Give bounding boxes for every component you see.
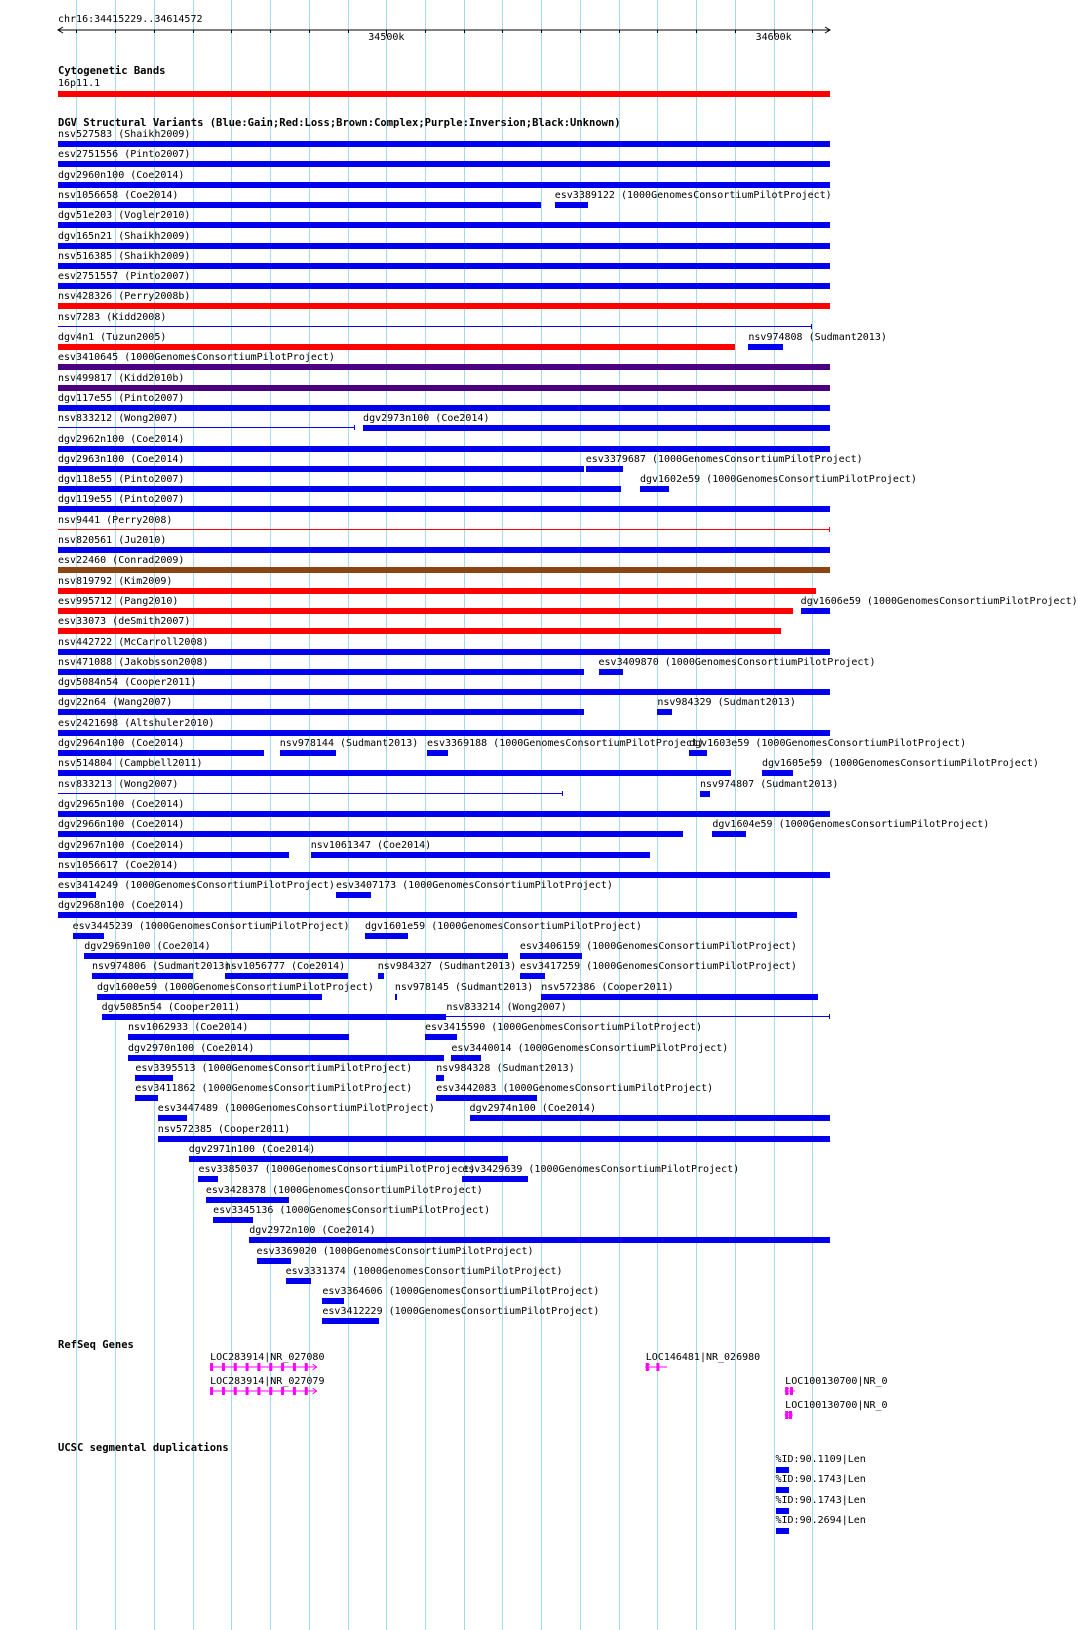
variant-label[interactable]: nsv984329 (Sudmant2013): [657, 697, 796, 709]
variant-bar[interactable]: [58, 892, 96, 898]
segdup-bar[interactable]: [776, 1528, 790, 1534]
variant-bar-end: [354, 425, 355, 430]
gene-exon: [257, 1387, 260, 1395]
variant-bar[interactable]: [520, 973, 545, 979]
gene-exon: [222, 1363, 225, 1371]
gene-exon: [210, 1363, 213, 1371]
variant-label[interactable]: esv3429639 (1000GenomesConsortiumPilotProject): [462, 1164, 740, 1176]
variant-bar[interactable]: [257, 1258, 292, 1264]
variant-label[interactable]: dgv118e55 (Pinto2007): [58, 474, 185, 486]
variant-label[interactable]: dgv2965n100 (Coe2014): [58, 798, 185, 810]
variant-bar[interactable]: [427, 750, 448, 756]
gene-exon: [222, 1387, 225, 1395]
variant-bar[interactable]: [58, 529, 830, 530]
variant-bar[interactable]: [58, 405, 830, 411]
segdup-bar[interactable]: [776, 1467, 790, 1473]
variant-label[interactable]: nsv974806 (Sudmant2013): [91, 961, 231, 973]
variant-bar[interactable]: [555, 202, 588, 208]
variant-label[interactable]: esv3369020 (1000GenomesConsortiumPilotProject): [256, 1245, 534, 1257]
ruler-tick-label: 34600k: [755, 32, 792, 43]
variant-bar[interactable]: [322, 1298, 343, 1304]
variant-label[interactable]: esv3414249 (1000GenomesConsortiumPilotProject): [58, 880, 335, 892]
variant-label[interactable]: esv3369188 (1000GenomesConsortiumPilotProject): [426, 738, 704, 749]
gene-model[interactable]: [785, 1387, 795, 1395]
variant-label[interactable]: nsv1056777 (Coe2014): [224, 961, 346, 973]
variant-label[interactable]: dgv1605e59 (1000GenomesConsortiumPilotProject): [761, 758, 1039, 770]
gene-label[interactable]: LOC100130700|NR_0: [785, 1376, 888, 1387]
variant-label[interactable]: dgv5085n54 (Cooper2011): [101, 1001, 241, 1013]
gene-label[interactable]: LOC283914|NR_027079: [210, 1376, 325, 1387]
variant-label[interactable]: nsv974808 (Sudmant2013): [748, 332, 887, 343]
variant-label[interactable]: esv2421698 (Altshuler2010): [58, 717, 215, 729]
variant-label[interactable]: dgv1603e59 (1000GenomesConsortiumPilotProject): [689, 738, 967, 749]
variant-bar[interactable]: [520, 953, 582, 959]
segdup-label[interactable]: %ID:90.2694|Len: [775, 1514, 866, 1526]
variant-bar[interactable]: [249, 1237, 830, 1243]
variant-bar[interactable]: [712, 831, 746, 837]
variant-label[interactable]: dgv2960n100 (Coe2014): [58, 169, 185, 181]
gene-exon: [246, 1363, 249, 1371]
gene-exon: [789, 1411, 792, 1419]
gene-exon: [269, 1387, 272, 1395]
variant-bar[interactable]: [58, 385, 830, 391]
variant-label[interactable]: dgv4n1 (Tuzun2005): [58, 332, 167, 343]
variant-label[interactable]: dgv2970n100 (Coe2014): [127, 1042, 255, 1054]
variant-label[interactable]: esv3385037 (1000GenomesConsortiumPilotProject): [198, 1164, 476, 1176]
variant-label[interactable]: esv2751556 (Pinto2007): [58, 149, 191, 161]
variant-bar[interactable]: [58, 649, 830, 655]
variant-bar[interactable]: [58, 750, 264, 756]
variant-bar[interactable]: [462, 1176, 527, 1182]
gene-exon: [257, 1363, 260, 1371]
variant-label[interactable]: dgv1606e59 (1000GenomesConsortiumPilotProject): [800, 595, 1078, 607]
variant-bar[interactable]: [58, 547, 830, 553]
segdup-bar[interactable]: [776, 1508, 790, 1514]
variant-label[interactable]: dgv1601e59 (1000GenomesConsortiumPilotProject): [364, 920, 642, 932]
variant-bar[interactable]: [58, 141, 830, 147]
variant-bar[interactable]: [336, 892, 371, 898]
variant-label[interactable]: nsv974807 (Sudmant2013): [699, 778, 839, 790]
variant-label[interactable]: nsv1062933 (Coe2014): [127, 1022, 249, 1034]
variant-label[interactable]: nsv499817 (Kidd2010b): [58, 372, 185, 384]
variant-bar[interactable]: [58, 161, 830, 167]
gene-exon: [305, 1387, 308, 1395]
variant-bar[interactable]: [58, 283, 830, 289]
variant-bar[interactable]: [395, 994, 397, 1000]
variant-label[interactable]: dgv117e55 (Pinto2007): [58, 392, 185, 404]
gene-exon: [790, 1387, 793, 1395]
variant-bar[interactable]: [58, 486, 621, 492]
variant-bar[interactable]: [640, 486, 669, 492]
variant-bar[interactable]: [599, 669, 623, 675]
variant-bar[interactable]: [58, 872, 830, 878]
variant-bar[interactable]: [58, 689, 830, 695]
variant-bar[interactable]: [58, 912, 797, 918]
variant-bar[interactable]: [158, 1115, 187, 1121]
variant-label[interactable]: esv3389122 (1000GenomesConsortiumPilotProject): [554, 189, 832, 201]
variant-bar[interactable]: [58, 608, 793, 614]
variant-label[interactable]: dgv22n64 (Wang2007): [58, 697, 173, 709]
variant-bar[interactable]: [213, 1217, 253, 1223]
variant-bar[interactable]: [102, 1014, 447, 1020]
gene-label[interactable]: LOC100130700|NR_0: [785, 1400, 888, 1411]
variant-bar[interactable]: [58, 506, 830, 512]
variant-label[interactable]: dgv1600e59 (1000GenomesConsortiumPilotProject): [97, 981, 374, 993]
variant-label[interactable]: nsv978144 (Sudmant2013): [279, 738, 419, 749]
variant-bar[interactable]: [58, 811, 830, 817]
variant-label[interactable]: nsv527583 (Shaikh2009): [58, 129, 191, 140]
variant-label[interactable]: dgv1604e59 (1000GenomesConsortiumPilotProject): [712, 819, 990, 831]
variant-label[interactable]: nsv1056658 (Coe2014): [58, 189, 179, 201]
variant-label[interactable]: esv3412229 (1000GenomesConsortiumPilotProject): [322, 1306, 600, 1318]
variant-label[interactable]: esv33073 (deSmith2007): [58, 616, 191, 628]
track-title-refseq: RefSeq Genes: [58, 1339, 134, 1351]
variant-bar[interactable]: [451, 1055, 481, 1061]
variant-label[interactable]: nsv833213 (Wong2007): [58, 778, 179, 790]
variant-bar[interactable]: [58, 243, 830, 249]
variant-bar[interactable]: [58, 852, 289, 858]
variant-label[interactable]: nsv819792 (Kim2009): [58, 575, 173, 587]
variant-bar[interactable]: [436, 1075, 444, 1081]
variant-label[interactable]: dgv2966n100 (Coe2014): [58, 819, 185, 831]
variant-label[interactable]: nsv1056617 (Coe2014): [58, 859, 179, 871]
variant-label[interactable]: nsv820561 (Ju2010): [58, 535, 167, 546]
gene-exon: [246, 1387, 249, 1395]
variant-bar-end: [829, 1014, 830, 1019]
variant-label[interactable]: dgv2962n100 (Coe2014): [58, 433, 185, 445]
variant-bar[interactable]: [58, 588, 816, 594]
variant-label[interactable]: dgv2969n100 (Coe2014): [84, 941, 211, 952]
variant-label[interactable]: nsv516385 (Shaikh2009): [58, 250, 191, 262]
variant-bar[interactable]: [58, 263, 830, 269]
variant-bar[interactable]: [225, 973, 348, 979]
refseq-glyphs: [0, 1340, 890, 1440]
ruler-tick-label: 34500k: [368, 32, 405, 43]
variant-label[interactable]: nsv428326 (Perry2008b): [58, 291, 191, 303]
variant-label[interactable]: dgv2963n100 (Coe2014): [58, 453, 185, 465]
gene-exon: [293, 1363, 296, 1371]
variant-bar[interactable]: [73, 933, 104, 939]
variant-label[interactable]: esv995712 (Pang2010): [58, 595, 179, 607]
variant-bar[interactable]: [58, 709, 584, 715]
variant-label[interactable]: dgv2964n100 (Coe2014): [58, 738, 185, 749]
variant-label[interactable]: esv3445239 (1000GenomesConsortiumPilotProject): [72, 920, 350, 932]
variant-label[interactable]: esv3415590 (1000GenomesConsortiumPilotProject): [425, 1022, 702, 1034]
variant-label[interactable]: esv3440014 (1000GenomesConsortiumPilotProject): [451, 1042, 729, 1054]
variant-bar[interactable]: [58, 303, 830, 309]
gene-model[interactable]: [210, 1363, 316, 1371]
variant-bar[interactable]: [158, 1136, 830, 1142]
segdup-label[interactable]: %ID:90.1743|Len: [775, 1494, 866, 1506]
variant-label[interactable]: dgv165n21 (Shaikh2009): [58, 230, 191, 242]
band-name: 16p11.1: [58, 78, 101, 89]
track-title-segdups: UCSC segmental duplications: [58, 1442, 229, 1454]
variant-bar[interactable]: [363, 425, 830, 431]
segdup-label[interactable]: %ID:90.1743|Len: [775, 1474, 866, 1486]
variant-label[interactable]: dgv5084n54 (Cooper2011): [58, 677, 197, 689]
variant-label[interactable]: nsv9441 (Perry2008): [58, 514, 173, 526]
variant-label[interactable]: nsv572386 (Cooper2011): [541, 981, 674, 993]
variant-label[interactable]: nsv1061347 (Coe2014): [310, 839, 432, 851]
variant-bar[interactable]: [446, 1016, 830, 1017]
variant-label[interactable]: esv3406159 (1000GenomesConsortiumPilotProject): [519, 941, 797, 952]
variant-label[interactable]: dgv119e55 (Pinto2007): [58, 494, 185, 506]
variant-bar[interactable]: [586, 466, 623, 472]
gene-exon: [234, 1363, 237, 1371]
variant-bar[interactable]: [58, 326, 812, 327]
variant-label[interactable]: esv3417259 (1000GenomesConsortiumPilotProject): [519, 961, 797, 973]
variant-label[interactable]: nsv833212 (Wong2007): [58, 413, 179, 425]
gene-model[interactable]: [646, 1363, 667, 1371]
variant-bar[interactable]: [58, 202, 541, 208]
gene-exon: [269, 1363, 272, 1371]
variant-bar[interactable]: [58, 567, 830, 573]
variant-label[interactable]: esv3364606 (1000GenomesConsortiumPilotProject): [322, 1286, 600, 1298]
variant-bar[interactable]: [97, 994, 322, 1000]
gene-exon: [293, 1387, 296, 1395]
gene-model[interactable]: [210, 1387, 316, 1395]
variant-label[interactable]: esv2751557 (Pinto2007): [58, 271, 191, 283]
variant-label[interactable]: nsv984328 (Sudmant2013): [436, 1062, 575, 1074]
variant-bar[interactable]: [58, 344, 735, 350]
track-title-cytobands: Cytogenetic Bands: [58, 65, 166, 77]
variant-label[interactable]: esv3379687 (1000GenomesConsortiumPilotProject): [585, 453, 863, 465]
variant-bar[interactable]: [58, 831, 683, 837]
variant-bar[interactable]: [58, 446, 830, 452]
variant-label[interactable]: dgv2967n100 (Coe2014): [58, 839, 185, 851]
variant-bar[interactable]: [58, 793, 563, 794]
variant-bar[interactable]: [436, 1095, 537, 1101]
variant-bar[interactable]: [58, 669, 584, 675]
variant-bar[interactable]: [470, 1115, 830, 1121]
variant-bar[interactable]: [58, 427, 355, 428]
variant-bar[interactable]: [58, 466, 584, 472]
variant-label[interactable]: nsv514804 (Campbell2011): [58, 758, 203, 770]
variant-bar[interactable]: [58, 182, 830, 188]
variant-bar-end: [562, 791, 563, 796]
variant-label[interactable]: dgv2971n100 (Coe2014): [188, 1144, 316, 1155]
variant-bar[interactable]: [700, 791, 710, 797]
variant-bar[interactable]: [322, 1318, 378, 1324]
variant-label[interactable]: esv3411862 (1000GenomesConsortiumPilotProject): [135, 1083, 413, 1095]
variant-bar[interactable]: [378, 973, 384, 979]
variant-bar[interactable]: [425, 1034, 457, 1040]
track-title-dgv: DGV Structural Variants (Blue:Gain;Red:Loss;Brown:Complex;Purple:Inversion;Black:Unknown): [58, 117, 621, 129]
variant-label[interactable]: esv3345136 (1000GenomesConsortiumPilotProject): [213, 1204, 491, 1216]
gene-exon: [305, 1363, 308, 1371]
variant-label[interactable]: esv3407173 (1000GenomesConsortiumPilotProject): [335, 880, 613, 892]
variant-bar[interactable]: [58, 770, 731, 776]
variant-label[interactable]: esv3442083 (1000GenomesConsortiumPilotProject): [436, 1083, 714, 1095]
variant-bar[interactable]: [280, 750, 336, 756]
variant-bar[interactable]: [128, 1034, 350, 1040]
variant-bar[interactable]: [84, 953, 508, 959]
variant-bar[interactable]: [762, 770, 793, 776]
segdup-bar[interactable]: [776, 1487, 790, 1493]
variant-label[interactable]: esv3331374 (1000GenomesConsortiumPilotProject): [285, 1265, 563, 1277]
gene-exon: [281, 1363, 284, 1371]
variant-bar-end: [811, 324, 812, 329]
gene-label[interactable]: LOC146481|NR_026980: [645, 1352, 761, 1363]
variant-bar[interactable]: [128, 1055, 444, 1061]
variant-label[interactable]: nsv572385 (Cooper2011): [157, 1123, 291, 1135]
variant-label[interactable]: esv3428378 (1000GenomesConsortiumPilotProject): [205, 1184, 483, 1196]
gene-label[interactable]: LOC283914|NR_027080: [210, 1352, 325, 1363]
variant-bar[interactable]: [311, 852, 650, 858]
variant-label[interactable]: dgv2972n100 (Coe2014): [249, 1225, 376, 1237]
gene-exon: [210, 1387, 213, 1395]
variant-bar[interactable]: [286, 1278, 311, 1284]
gene-exon: [281, 1387, 284, 1395]
variant-label[interactable]: dgv2974n100 (Coe2014): [469, 1103, 596, 1115]
variant-bar[interactable]: [189, 1156, 508, 1162]
variant-bar[interactable]: [135, 1075, 173, 1081]
variant-label[interactable]: nsv471088 (Jakobsson2008): [58, 656, 209, 668]
variant-label[interactable]: esv3409870 (1000GenomesConsortiumPilotProject): [598, 656, 876, 668]
variant-bar[interactable]: [657, 709, 672, 715]
variant-bar[interactable]: [801, 608, 830, 614]
variant-bar[interactable]: [748, 344, 783, 350]
variant-label[interactable]: esv3447489 (1000GenomesConsortiumPilotProject): [157, 1103, 435, 1115]
variant-bar[interactable]: [198, 1176, 217, 1182]
variant-bar[interactable]: [689, 750, 707, 756]
segdup-label[interactable]: %ID:90.1109|Len: [775, 1454, 866, 1465]
variant-label[interactable]: esv3410645 (1000GenomesConsortiumPilotProject): [58, 352, 335, 364]
variant-bar[interactable]: [365, 933, 408, 939]
variant-bar[interactable]: [135, 1095, 157, 1101]
variant-bar[interactable]: [58, 730, 830, 736]
variant-label[interactable]: nsv7283 (Kidd2008): [58, 311, 167, 323]
region-coordinates: chr16:34415229..34614572: [58, 14, 203, 25]
gene-exon: [656, 1363, 659, 1371]
variant-label[interactable]: esv3395513 (1000GenomesConsortiumPilotProject): [135, 1062, 413, 1074]
variant-label[interactable]: dgv51e203 (Vogler2010): [58, 210, 191, 222]
variant-label[interactable]: nsv442722 (McCarroll2008): [58, 636, 209, 648]
variant-bar[interactable]: [58, 364, 830, 370]
variant-label[interactable]: nsv833214 (Wong2007): [446, 1001, 567, 1013]
variant-label[interactable]: esv22460 (Conrad2009): [58, 555, 185, 567]
variant-bar[interactable]: [206, 1197, 290, 1203]
gene-model[interactable]: [785, 1411, 793, 1419]
variant-label[interactable]: dgv2973n100 (Coe2014): [363, 413, 490, 425]
variant-bar[interactable]: [58, 628, 781, 634]
variant-bar-end: [829, 527, 830, 532]
variant-label[interactable]: nsv984327 (Sudmant2013): [377, 961, 517, 973]
variant-bar[interactable]: [92, 973, 193, 979]
variant-bar[interactable]: [58, 222, 830, 228]
variant-bar[interactable]: [541, 994, 818, 1000]
gene-exon: [234, 1387, 237, 1395]
variant-label[interactable]: dgv2968n100 (Coe2014): [58, 900, 185, 912]
variant-label[interactable]: nsv978145 (Sudmant2013): [394, 981, 534, 993]
variant-label[interactable]: dgv1602e59 (1000GenomesConsortiumPilotProject): [639, 474, 917, 486]
